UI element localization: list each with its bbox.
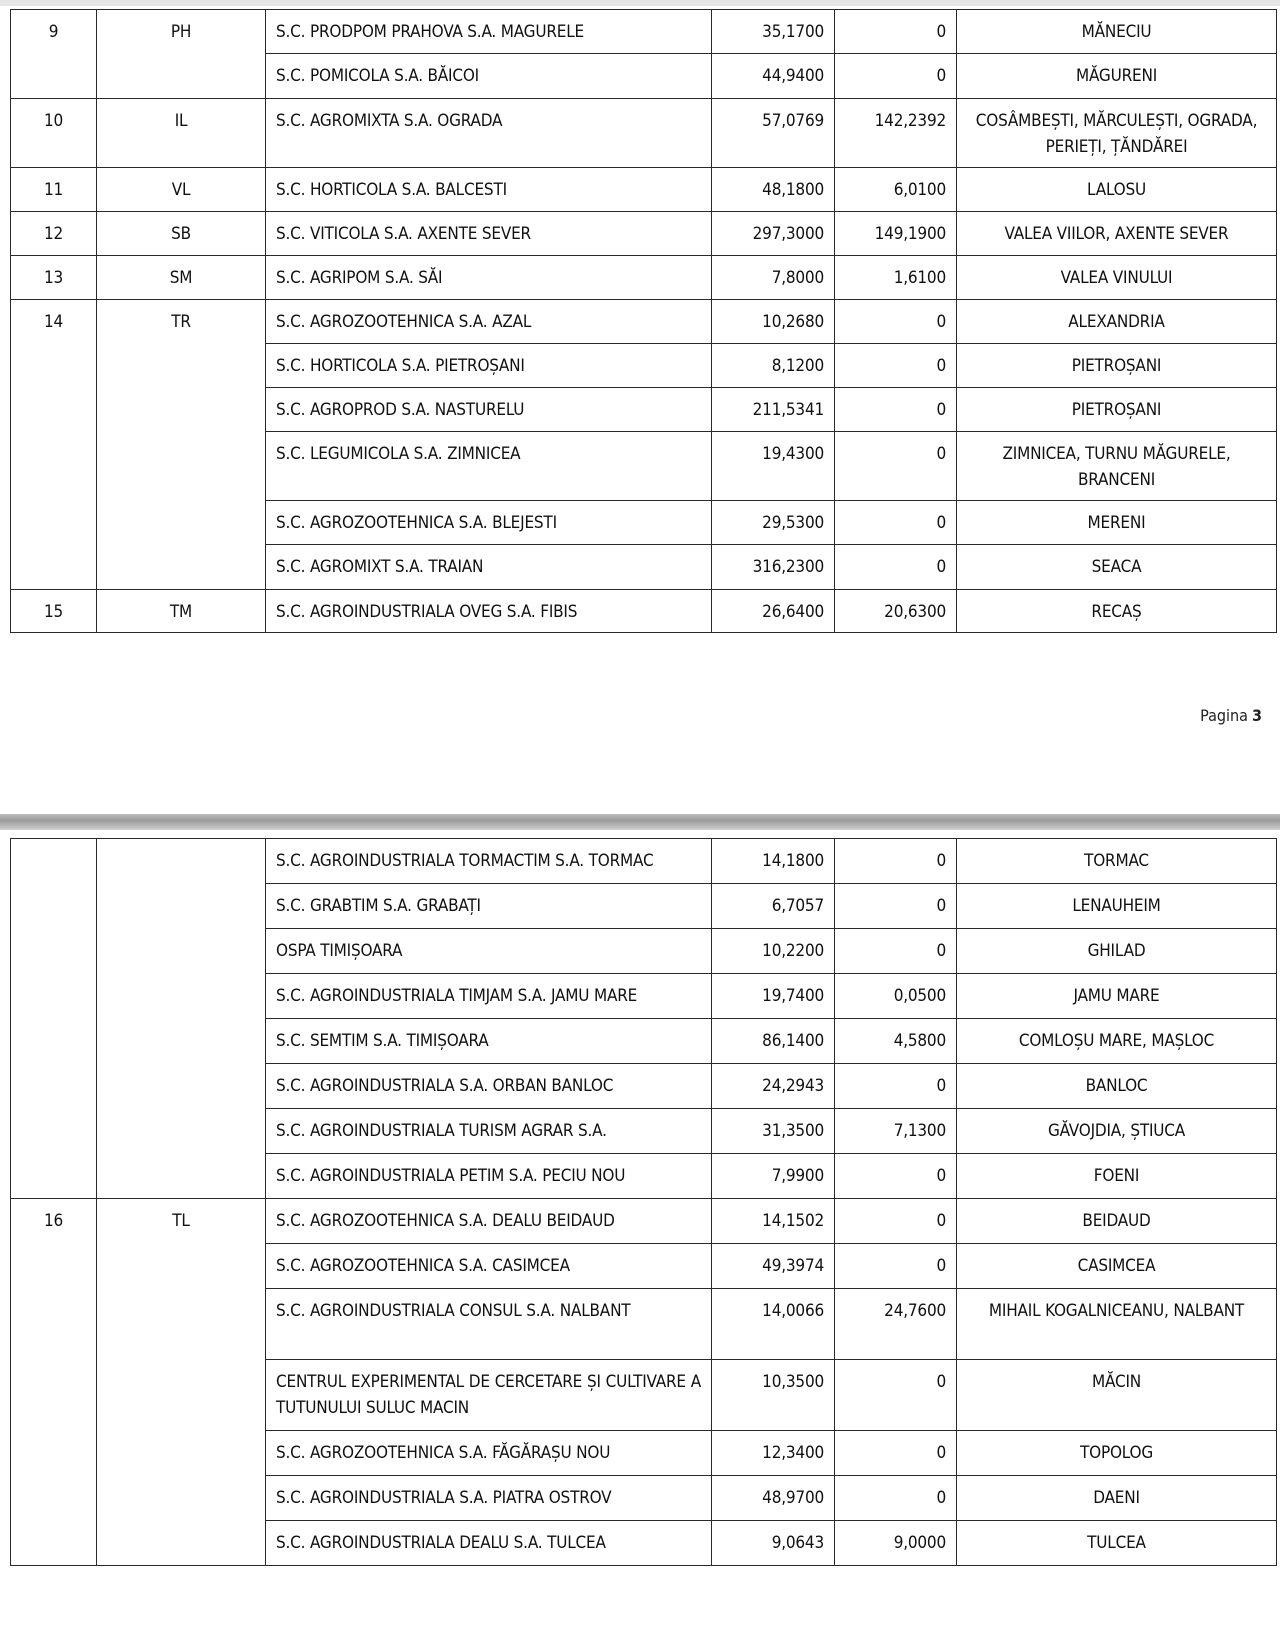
- area-second-value-cell: 0: [835, 388, 957, 432]
- company-name-cell: S.C. AGROPROD S.A. NASTURELU: [266, 388, 712, 432]
- area-second-value-cell: 0: [835, 1154, 957, 1199]
- area-value-cell: 316,2300: [712, 545, 835, 590]
- table-row: [11, 300, 1277, 344]
- locality-cell: TORMAC: [957, 839, 1277, 884]
- area-second-value-cell: 0: [835, 1199, 957, 1244]
- company-name-cell: OSPA TIMIȘOARA: [266, 929, 712, 974]
- area-value-cell: 48,1800: [712, 168, 835, 212]
- table-row: [11, 590, 1277, 633]
- table-row: [11, 839, 1277, 884]
- row-number-cell: 13: [11, 256, 97, 300]
- area-second-value-cell: 24,7600: [835, 1289, 957, 1360]
- row-number-cell: 16: [11, 1199, 97, 1566]
- area-value-cell: 8,1200: [712, 344, 835, 388]
- page-footer: [1200, 706, 1262, 725]
- county-code-cell: TM: [97, 590, 266, 633]
- county-code-cell: IL: [97, 99, 266, 168]
- company-name-cell: S.C. AGROINDUSTRIALA S.A. PIATRA OSTROV: [266, 1476, 712, 1521]
- area-second-value-cell: 0,0500: [835, 974, 957, 1019]
- company-name-cell: S.C. AGROZOOTEHNICA S.A. BLEJESTI: [266, 501, 712, 545]
- company-name-cell: S.C. AGROINDUSTRIALA TORMACTIM S.A. TORMAC: [266, 839, 712, 884]
- area-value-cell: 7,9900: [712, 1154, 835, 1199]
- area-value-cell: 44,9400: [712, 54, 835, 99]
- row-number-cell: 9: [11, 10, 97, 99]
- area-value-cell: 10,2200: [712, 929, 835, 974]
- area-value-cell: 211,5341: [712, 388, 835, 432]
- locality-cell: PIETROȘANI: [957, 388, 1277, 432]
- page-number: 3: [1251, 706, 1262, 725]
- company-name-cell: S.C. HORTICOLA S.A. BALCESTI: [266, 168, 712, 212]
- area-value-cell: 35,1700: [712, 10, 835, 54]
- locality-cell: LALOSU: [957, 168, 1277, 212]
- locality-cell: CASIMCEA: [957, 1244, 1277, 1289]
- county-code-cell: SB: [97, 212, 266, 256]
- area-value-cell: 24,2943: [712, 1064, 835, 1109]
- area-value-cell: 86,1400: [712, 1019, 835, 1064]
- company-name-cell: S.C. AGROINDUSTRIALA OVEG S.A. FIBIS: [266, 590, 712, 633]
- company-name-cell: S.C. AGROINDUSTRIALA TURISM AGRAR S.A.: [266, 1109, 712, 1154]
- area-second-value-cell: 0: [835, 10, 957, 54]
- row-number-cell: 14: [11, 300, 97, 590]
- company-name-cell: S.C. AGROINDUSTRIALA DEALU S.A. TULCEA: [266, 1521, 712, 1566]
- locality-cell: GHILAD: [957, 929, 1277, 974]
- locality-cell: PIETROȘANI: [957, 344, 1277, 388]
- document-page-3: [0, 0, 1280, 814]
- table-row: [11, 212, 1277, 256]
- area-second-value-cell: 0: [835, 344, 957, 388]
- table-row: [11, 99, 1277, 168]
- area-value-cell: 12,3400: [712, 1431, 835, 1476]
- company-name-cell: S.C. VITICOLA S.A. AXENTE SEVER: [266, 212, 712, 256]
- table-row: [11, 256, 1277, 300]
- locality-cell: SEACA: [957, 545, 1277, 590]
- county-code-cell: TR: [97, 300, 266, 590]
- page-top-edge: [0, 0, 1280, 6]
- area-second-value-cell: 0: [835, 1064, 957, 1109]
- area-value-cell: 14,1800: [712, 839, 835, 884]
- area-value-cell: 48,9700: [712, 1476, 835, 1521]
- table-row: [11, 10, 1277, 54]
- company-name-cell: S.C. AGROINDUSTRIALA CONSUL S.A. NALBANT: [266, 1289, 712, 1360]
- locality-cell: JAMU MARE: [957, 974, 1277, 1019]
- area-value-cell: 19,4300: [712, 432, 835, 501]
- area-value-cell: 19,7400: [712, 974, 835, 1019]
- page-label: Pagina: [1200, 706, 1248, 725]
- area-second-value-cell: 0: [835, 545, 957, 590]
- locality-cell: FOENI: [957, 1154, 1277, 1199]
- area-value-cell: 297,3000: [712, 212, 835, 256]
- locality-cell: BEIDAUD: [957, 1199, 1277, 1244]
- area-second-value-cell: 0: [835, 501, 957, 545]
- locality-cell: MERENI: [957, 501, 1277, 545]
- page-separator: [0, 814, 1280, 830]
- area-second-value-cell: 4,5800: [835, 1019, 957, 1064]
- county-code-cell: PH: [97, 10, 266, 99]
- locality-cell: TOPOLOG: [957, 1431, 1277, 1476]
- company-name-cell: S.C. AGROINDUSTRIALA TIMJAM S.A. JAMU MARE: [266, 974, 712, 1019]
- company-name-cell: S.C. AGROMIXTA S.A. OGRADA: [266, 99, 712, 168]
- area-second-value-cell: 149,1900: [835, 212, 957, 256]
- company-name-cell: S.C. PRODPOM PRAHOVA S.A. MAGURELE: [266, 10, 712, 54]
- area-second-value-cell: 142,2392: [835, 99, 957, 168]
- company-name-cell: S.C. AGRIPOM S.A. SĂI: [266, 256, 712, 300]
- locality-cell: MĂNECIU: [957, 10, 1277, 54]
- area-value-cell: 49,3974: [712, 1244, 835, 1289]
- company-name-cell: S.C. AGROZOOTEHNICA S.A. FĂGĂRAȘU NOU: [266, 1431, 712, 1476]
- company-name-cell: S.C. HORTICOLA S.A. PIETROȘANI: [266, 344, 712, 388]
- area-second-value-cell: 0: [835, 839, 957, 884]
- company-name-cell: S.C. POMICOLA S.A. BĂICOI: [266, 54, 712, 99]
- table-row: [11, 1199, 1277, 1244]
- locality-cell: VALEA VIILOR, AXENTE SEVER: [957, 212, 1277, 256]
- area-value-cell: 10,3500: [712, 1360, 835, 1431]
- county-code-cell: SM: [97, 256, 266, 300]
- row-number-cell: [11, 839, 97, 1199]
- row-number-cell: 10: [11, 99, 97, 168]
- area-second-value-cell: 0: [835, 929, 957, 974]
- company-name-cell: S.C. LEGUMICOLA S.A. ZIMNICEA: [266, 432, 712, 501]
- county-code-cell: [97, 839, 266, 1199]
- locality-cell: MĂGURENI: [957, 54, 1277, 99]
- locality-cell: MIHAIL KOGALNICEANU, NALBANT: [957, 1289, 1277, 1360]
- locality-cell: MĂCIN: [957, 1360, 1277, 1431]
- locality-cell: BANLOC: [957, 1064, 1277, 1109]
- area-second-value-cell: 20,6300: [835, 590, 957, 633]
- area-value-cell: 7,8000: [712, 256, 835, 300]
- company-name-cell: S.C. SEMTIM S.A. TIMIȘOARA: [266, 1019, 712, 1064]
- locality-cell: GĂVOJDIA, ȘTIUCA: [957, 1109, 1277, 1154]
- row-number-cell: 12: [11, 212, 97, 256]
- area-second-value-cell: 0: [835, 300, 957, 344]
- area-second-value-cell: 7,1300: [835, 1109, 957, 1154]
- area-value-cell: 29,5300: [712, 501, 835, 545]
- county-code-cell: VL: [97, 168, 266, 212]
- area-value-cell: 14,0066: [712, 1289, 835, 1360]
- area-second-value-cell: 0: [835, 884, 957, 929]
- area-second-value-cell: 0: [835, 1476, 957, 1521]
- company-name-cell: S.C. GRABTIM S.A. GRABAȚI: [266, 884, 712, 929]
- area-value-cell: 10,2680: [712, 300, 835, 344]
- area-second-value-cell: 0: [835, 1244, 957, 1289]
- locality-cell: TULCEA: [957, 1521, 1277, 1566]
- locality-cell: DAENI: [957, 1476, 1277, 1521]
- locality-cell: VALEA VINULUI: [957, 256, 1277, 300]
- company-name-cell: CENTRUL EXPERIMENTAL DE CERCETARE ȘI CULTIVARE A TUTUNULUI SULUC MACIN: [266, 1360, 712, 1431]
- area-value-cell: 26,6400: [712, 590, 835, 633]
- area-value-cell: 14,1502: [712, 1199, 835, 1244]
- area-value-cell: 9,0643: [712, 1521, 835, 1566]
- company-name-cell: S.C. AGROMIXT S.A. TRAIAN: [266, 545, 712, 590]
- area-value-cell: 6,7057: [712, 884, 835, 929]
- locality-cell: COMLOȘU MARE, MAȘLOC: [957, 1019, 1277, 1064]
- company-name-cell: S.C. AGROZOOTEHNICA S.A. CASIMCEA: [266, 1244, 712, 1289]
- locality-cell: RECAȘ: [957, 590, 1277, 633]
- area-second-value-cell: 0: [835, 1431, 957, 1476]
- locality-cell: COSÂMBEȘTI, MĂRCULEȘTI, OGRADA, PERIEȚI, ȚĂNDĂREI: [957, 99, 1277, 168]
- area-second-value-cell: 0: [835, 54, 957, 99]
- company-name-cell: S.C. AGROINDUSTRIALA S.A. ORBAN BANLOC: [266, 1064, 712, 1109]
- county-code-cell: TL: [97, 1199, 266, 1566]
- area-second-value-cell: 6,0100: [835, 168, 957, 212]
- locality-cell: ZIMNICEA, TURNU MĂGURELE, BRANCENI: [957, 432, 1277, 501]
- locality-cell: LENAUHEIM: [957, 884, 1277, 929]
- area-value-cell: 57,0769: [712, 99, 835, 168]
- row-number-cell: 11: [11, 168, 97, 212]
- company-name-cell: S.C. AGROINDUSTRIALA PETIM S.A. PECIU NOU: [266, 1154, 712, 1199]
- locality-cell: ALEXANDRIA: [957, 300, 1277, 344]
- company-name-cell: S.C. AGROZOOTEHNICA S.A. AZAL: [266, 300, 712, 344]
- document-page-4: [0, 830, 1280, 1636]
- land-table-page-4: [10, 838, 1277, 1566]
- area-second-value-cell: 1,6100: [835, 256, 957, 300]
- row-number-cell: 15: [11, 590, 97, 633]
- area-value-cell: 31,3500: [712, 1109, 835, 1154]
- table-row: [11, 168, 1277, 212]
- area-second-value-cell: 0: [835, 1360, 957, 1431]
- company-name-cell: S.C. AGROZOOTEHNICA S.A. DEALU BEIDAUD: [266, 1199, 712, 1244]
- area-second-value-cell: 0: [835, 432, 957, 501]
- area-second-value-cell: 9,0000: [835, 1521, 957, 1566]
- land-table-page-3: [10, 9, 1277, 633]
